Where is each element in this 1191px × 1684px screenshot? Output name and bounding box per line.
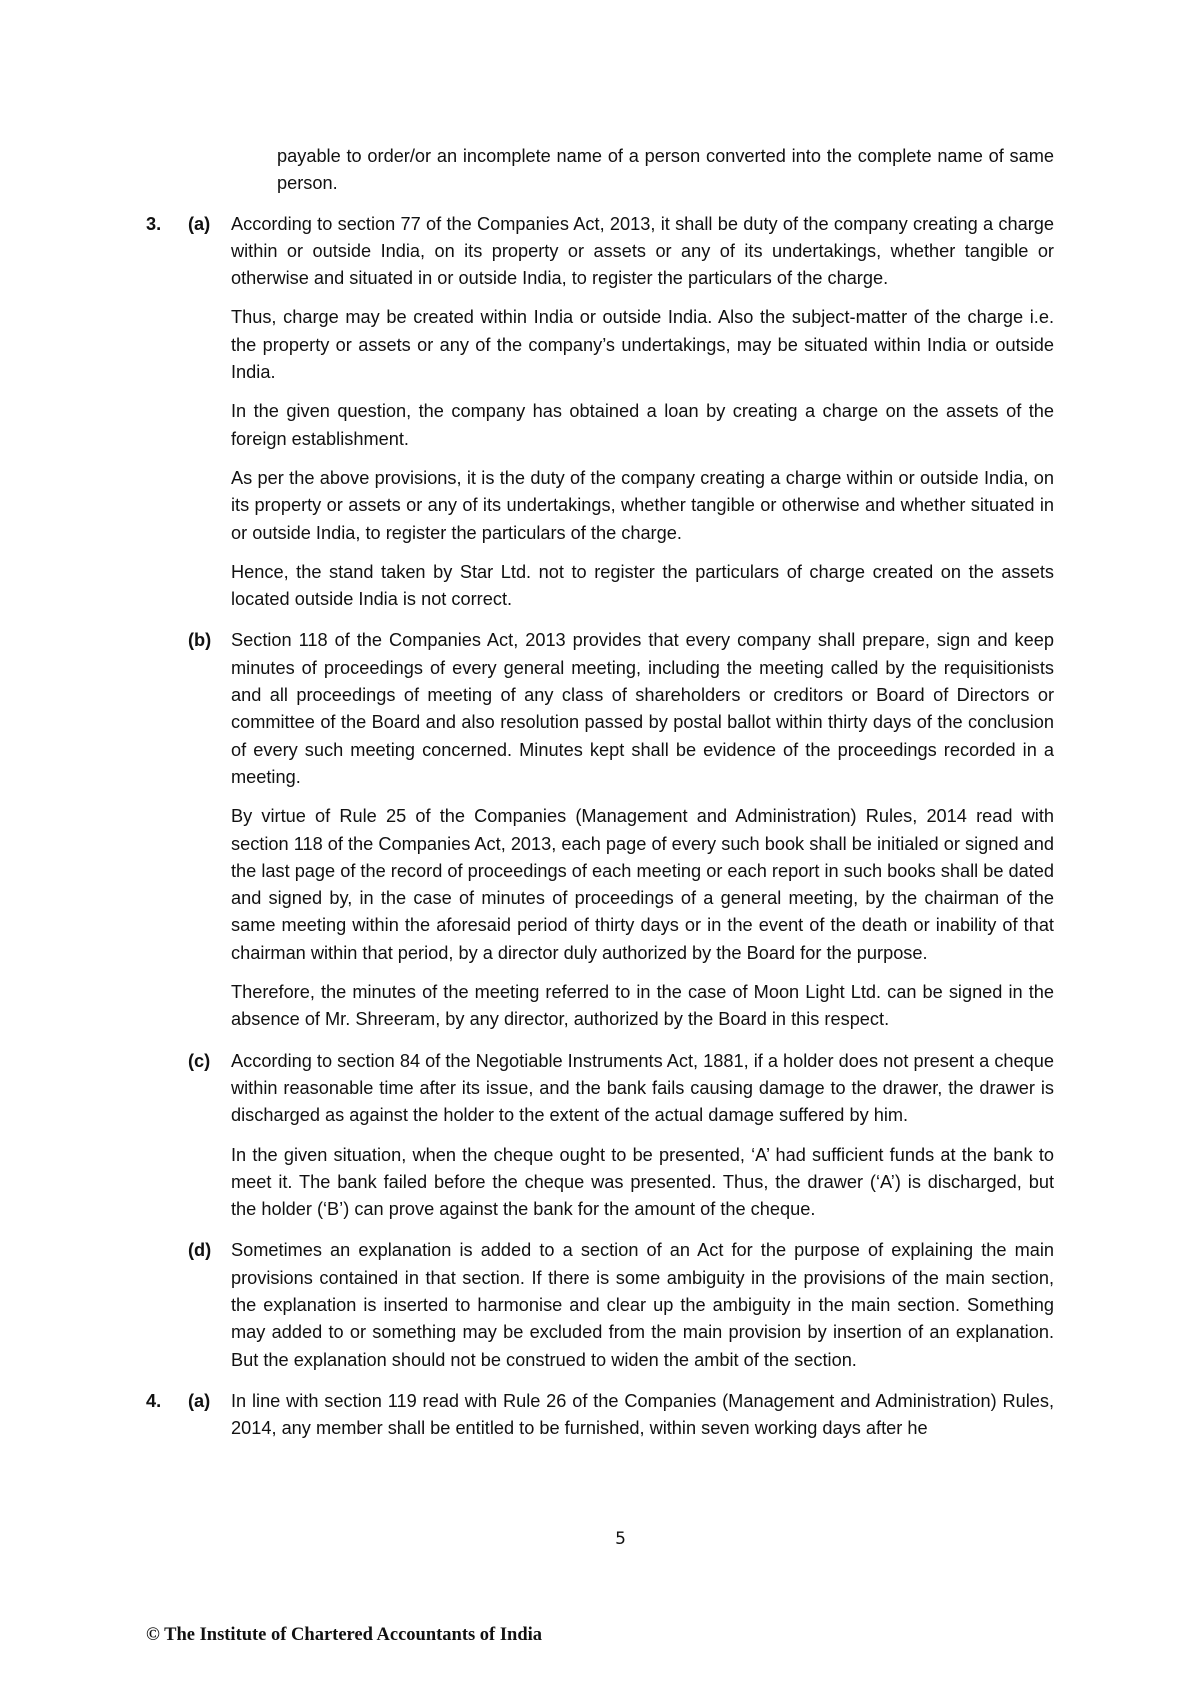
continuation-paragraph: payable to order/or an incomplete name of a person converted into the complete name of same person. [277, 146, 1054, 194]
paragraph: Sometimes an explanation is added to a section of an Act for the purpose of explaining the main provisions contained in that section. If there is some ambiguity in the provisions of the main section, the explanation is inserted to harmonise and clear up the ambiguity in the main section. Something may added to or something may be excluded from the main provision by insertion of an explanation. But the explanation should not be construed to widen the ambit of the section. [231, 1240, 1054, 1370]
part-3d [146, 1237, 1054, 1373]
copyright-footer: © The Institute of Chartered Accountants of India [146, 1625, 543, 1645]
paragraph: In the given question, the company has obtained a loan by creating a charge on the assets of the foreign establishment. [231, 401, 1054, 449]
paragraph: According to section 84 of the Negotiable Instruments Act, 1881, if a holder does not present a cheque within reasonable time after its issue, and the bank fails causing damage to the drawer, the drawer is discharged as against the holder to the extent of the actual damage suffered by him. [231, 1050, 1055, 1126]
part-label: (a) [188, 213, 211, 234]
paragraph: Section 118 of the Companies Act, 2013 provides that every company shall prepare, sign and keep minutes of proceedings of every general meeting, including the meeting called by the requisitionists and all proceedings of meeting of any class of shareholders or creditors or Board of Directors or committee of the Board and also resolution passed by postal ballot within thirty days of the conclusion of every such meeting concerned. Minutes kept shall be evidence of the proceedings recorded in a meeting. [231, 630, 1054, 787]
part-3b-body [231, 627, 1054, 1033]
question-number: 3. [146, 213, 162, 234]
paragraph: Hence, the stand taken by Star Ltd. not to register the particulars of charge created on the assets located outside India is not correct. [231, 561, 1054, 610]
part-label: (b) [188, 630, 212, 651]
part-label: (a) [188, 1390, 211, 1411]
question-4 [146, 1388, 1054, 1443]
paragraph: In the given situation, when the cheque ought to be presented, ‘A’ had sufficient funds at the bank to meet it. The bank failed before the cheque was presented. Thus, the drawer (‘A’) is discharged, but the holder (‘B’) can prove against the bank for the amount of the cheque. [231, 1144, 1054, 1220]
part-label: (c) [188, 1050, 211, 1071]
paragraph: By virtue of Rule 25 of the Companies (Management and Administration) Rules, 2014 read with section 118 of the Companies Act, 2013, each page of every such book shall be initialed or signed and the last page of the record of proceedings of each meeting or each report in such books shall be dated and signed by, in the case of minutes of proceedings of a general meeting, by the chairman of the same meeting within the aforesaid period of thirty days or in the event of the death or inability of that chairman within that period, by a director duly authorized by the Board for the purpose. [231, 806, 1055, 963]
question-number: 4. [146, 1390, 162, 1411]
paragraph: According to section 77 of the Companies Act, 2013, it shall be duty of the company creating a charge within or outside India, on its property or assets or any of its undertakings, whether tangible or otherwise and situated in or outside India, to register the particulars of the charge. [231, 213, 1054, 289]
page-number: 5 [615, 1529, 626, 1549]
part-4a-body [231, 1388, 1054, 1443]
part-3b [146, 627, 1054, 1033]
part-label: (d) [188, 1240, 212, 1261]
paragraph: Thus, charge may be created within India or outside India. Also the subject-matter of the charge i.e. the property or assets or any of the company’s undertakings, may be situated within India or outside India. [231, 307, 1054, 383]
question-3 [146, 211, 1054, 614]
part-3c [146, 1048, 1054, 1224]
part-3c-body [231, 1048, 1054, 1224]
paragraph: As per the above provisions, it is the duty of the company creating a charge within or outside India, on its property or assets or any of its undertakings, whether tangible or otherwise and whether situated in or outside India, to register the particulars of the charge. [231, 467, 1054, 543]
part-3a-body [231, 211, 1054, 614]
part-3d-body [231, 1237, 1054, 1373]
paragraph: Therefore, the minutes of the meeting referred to in the case of Moon Light Ltd. can be signed in the absence of Mr. Shreeram, by any director, authorized by the Board in this respect. [231, 982, 1054, 1030]
document-body [146, 143, 1054, 1442]
paragraph: In line with section 119 read with Rule 26 of the Companies (Management and Administration) Rules, 2014, any member shall be entitled to be furnished, within seven working days after he [231, 1390, 1054, 1439]
